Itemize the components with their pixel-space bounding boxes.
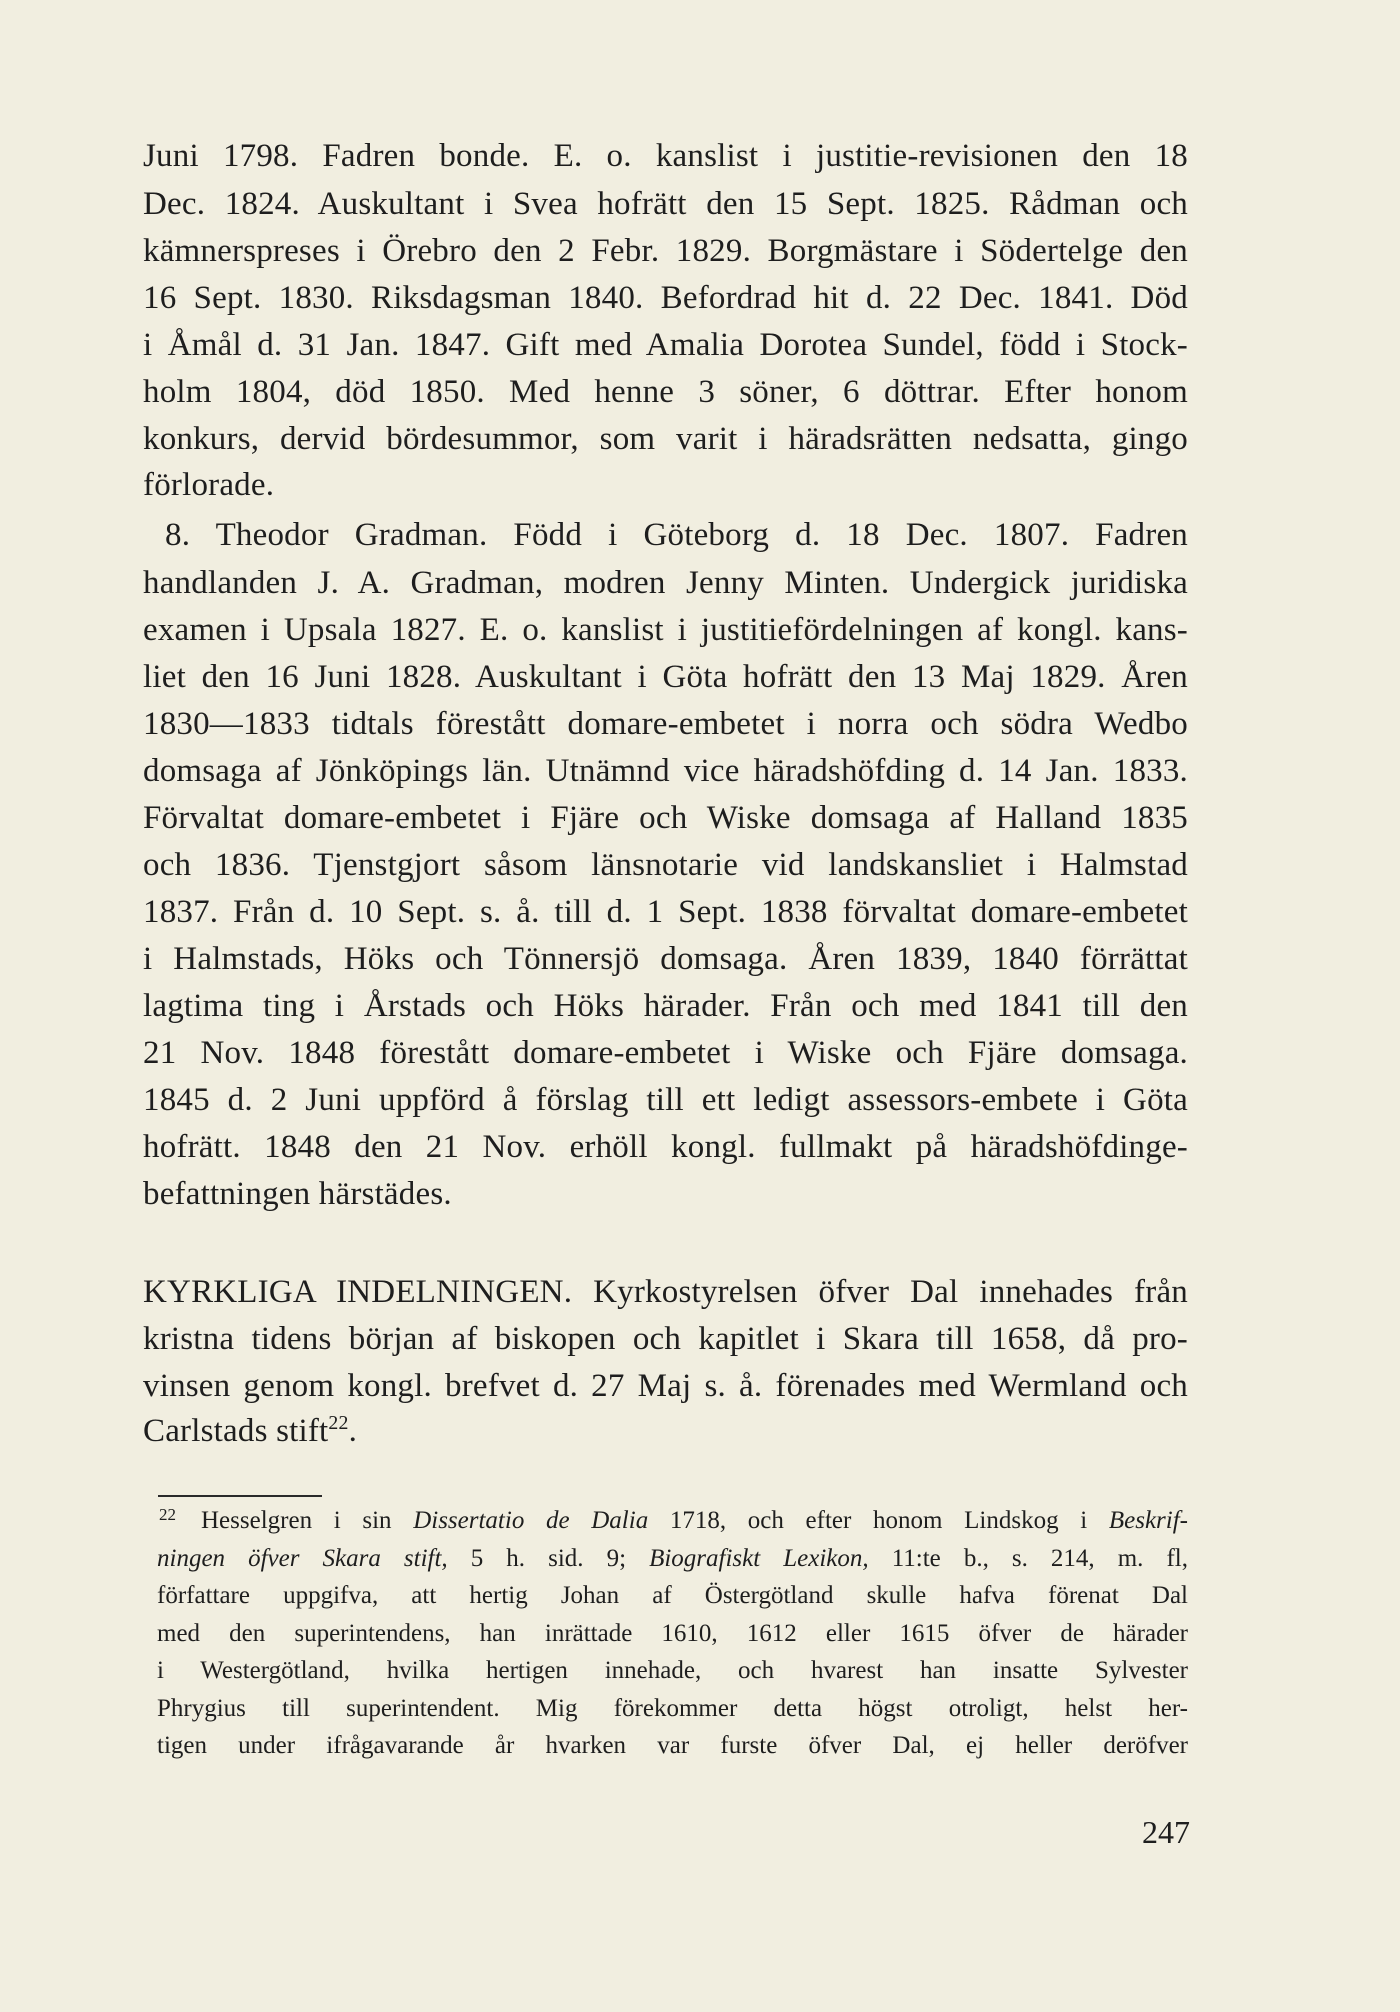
body-line: konkurs, dervid bördesummor, som varit i häradsrätten nedsatta, gingo — [143, 421, 1188, 457]
body-line: holm 1804, död 1850. Med henne 3 söner, 6 döttrar. Efter honom — [143, 374, 1188, 410]
footnote-text: Hesselgren i sin — [201, 1507, 414, 1534]
body-line: i Åmål d. 31 Jan. 1847. Gift med Amalia Dorotea Sundel, född i Stock- — [143, 327, 1188, 363]
footnote-line: med den superintendens, han inrättade 1610, 1612 eller 1615 öfver de härader — [157, 1620, 1188, 1647]
body-line: 1830—1833 tidtals förestått domare-embetet i norra och södra Wedbo — [143, 706, 1188, 742]
body-line: examen i Upsala 1827. E. o. kanslist i justitiefördelningen af kongl. kans- — [143, 612, 1188, 648]
body-line: 1837. Från d. 10 Sept. s. å. till d. 1 Sept. 1838 förvaltat domare-embetet — [143, 894, 1188, 930]
body-line-with-footnote-ref — [143, 1413, 1188, 1450]
body-line: befattningen härstädes. — [143, 1176, 452, 1212]
body-line: 16 Sept. 1830. Riksdagsman 1840. Befordrad hit d. 22 Dec. 1841. Död — [143, 280, 1188, 316]
footnote-line: författare uppgifva, att hertig Johan af Östergötland skulle hafva förenat Dal — [157, 1582, 1188, 1609]
footnote-reference[interactable]: 22 — [328, 1412, 349, 1434]
footnote-line: Phrygius till superintendent. Mig förekommer detta högst otroligt, helst her- — [157, 1695, 1188, 1722]
footnote-line: tigen under ifrågavarande år hvarken var furste öfver Dal, ej heller deröfver — [157, 1732, 1188, 1759]
body-line: domsaga af Jönköpings län. Utnämnd vice häradshöfding d. 14 Jan. 1833. — [143, 753, 1188, 789]
body-line: Förvaltat domare-embetet i Fjäre och Wiske domsaga af Halland 1835 — [143, 800, 1188, 836]
body-line: och 1836. Tjenstgjort såsom länsnotarie vid landskansliet i Halmstad — [143, 847, 1188, 883]
body-line: Dec. 1824. Auskultant i Svea hofrätt den 15 Sept. 1825. Rådman och — [143, 186, 1188, 222]
footnote-text: 1718, och efter honom Lindskog i — [648, 1507, 1109, 1534]
footnote-italic: Beskrif- — [1108, 1507, 1188, 1534]
sentence-end: . — [348, 1413, 358, 1449]
body-line: liet den 16 Juni 1828. Auskultant i Göta hofrätt den 13 Maj 1829. Åren — [143, 659, 1188, 695]
footnote-text: 5 h. sid. 9; — [447, 1545, 650, 1572]
page-number: 247 — [1142, 1814, 1190, 1850]
footnote-line: i Westergötland, hvilka hertigen innehade, och hvarest han insatte Sylvester — [157, 1657, 1188, 1684]
body-line: kämnerspreses i Örebro den 2 Febr. 1829. Borgmästare i Södertelge den — [143, 233, 1188, 269]
body-line: hofrätt. 1848 den 21 Nov. erhöll kongl. fullmakt på häradshöfdinge- — [143, 1129, 1188, 1165]
body-line: handlanden J. A. Gradman, modren Jenny Minten. Undergick juridiska — [143, 565, 1188, 601]
footnote-text: 11:te b., s. 214, m. fl, — [868, 1545, 1189, 1572]
body-line: Juni 1798. Fadren bonde. E. o. kanslist i justitie-revisionen den 18 — [143, 138, 1188, 174]
body-line: förlorade. — [143, 467, 275, 503]
body-line: lagtima ting i Årstads och Höks härader. Från och med 1841 till den — [143, 988, 1188, 1024]
footnote-marker: 22 — [159, 1505, 176, 1524]
paragraph-start-line: 8. Theodor Gradman. Född i Göteborg d. 18 Dec. 1807. Fadren — [165, 517, 1188, 553]
footnote-line — [201, 1507, 1188, 1535]
body-line: 1845 d. 2 Juni uppförd å förslag till ett ledigt assessors-embete i Göta — [143, 1082, 1188, 1118]
footnote-line — [157, 1545, 1188, 1573]
footnote-divider — [158, 1495, 322, 1497]
footnote-italic: Dissertatio de Dalia — [413, 1507, 649, 1534]
body-line: 21 Nov. 1848 förestått domare-embetet i Wiske och Fjäre domsaga. — [143, 1035, 1188, 1071]
body-line: vinsen genom kongl. brefvet d. 27 Maj s. å. förenades med Wermland och — [143, 1368, 1188, 1404]
footnote-italic: ningen öfver Skara stift, — [157, 1545, 448, 1572]
body-line-text: Carlstads stift — [143, 1413, 329, 1449]
body-line: kristna tidens början af biskopen och kapitlet i Skara till 1658, då pro- — [143, 1321, 1188, 1357]
body-line: i Halmstads, Höks och Tönnersjö domsaga. Åren 1839, 1840 förrättat — [143, 941, 1188, 977]
section-heading-line: KYRKLIGA INDELNINGEN. Kyrkostyrelsen öfver Dal innehades från — [143, 1274, 1188, 1310]
footnote-italic: Biografiskt Lexikon, — [649, 1545, 869, 1572]
